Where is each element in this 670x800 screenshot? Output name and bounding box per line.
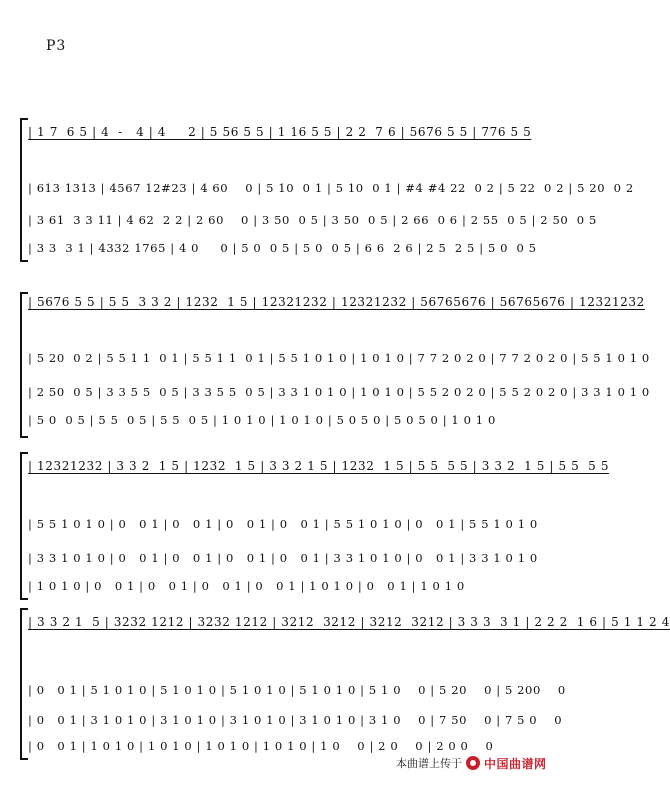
accompaniment-part-2: | 3 61 3 3 11 | 4 62 2 2 | 2 60 0 | 3 50 0 5 | 3 50 0 5 | 2 66 0 6 | 2 55 0 5 | 2 50 0 5 [28,213,597,227]
accompaniment-part-1: | 5 5 1 0 1 0 | 0 0 1 | 0 0 1 | 0 0 1 | 0 0 1 | 5 5 1 0 1 0 | 0 0 1 | 5 5 1 0 1 0 [28,517,538,531]
accompaniment-part-3: | 0 0 1 | 1 0 1 0 | 1 0 1 0 | 1 0 1 0 | 1 0 1 0 | 1 0 0 | 2 0 0 | 2 0 0 0 [28,739,494,753]
site-name: 中国曲谱网 [484,756,547,771]
melody-line: | 5676 5 5 | 5 5 3 3 2 | 1232 1 5 | 12321232 | 12321232 | 56765676 | 56765676 | 12321232 [28,295,645,309]
upload-credit-text: 本曲谱上传于 [396,757,462,770]
accompaniment-part-2: | 3 3 1 0 1 0 | 0 0 1 | 0 0 1 | 0 0 1 | 0 0 1 | 3 3 1 0 1 0 | 0 0 1 | 3 3 1 0 1 0 [28,551,538,565]
system-bracket [20,292,28,438]
accompaniment-part-1: | 613 1313 | 4567 12#23 | 4 60 0 | 5 10 0 1 | 5 10 0 1 | #4 #4 22 0 2 | 5 22 0 2 | 5 20 0 2 [28,181,634,195]
accompaniment-part-3: | 5 0 0 5 | 5 5 0 5 | 5 5 0 5 | 1 0 1 0 | 1 0 1 0 | 5 0 5 0 | 5 0 5 0 | 1 0 1 0 [28,413,496,427]
system-bracket [20,118,28,262]
accompaniment-part-1: | 5 20 0 2 | 5 5 1 1 0 1 | 5 5 1 1 0 1 | 5 5 1 0 1 0 | 1 0 1 0 | 7 7 2 0 2 0 | 7 7 2 0 2 0 | 5 5 1 0 1 0 [28,351,650,365]
upload-credit [396,752,582,774]
accompaniment-part-3: | 3 3 3 1 | 4332 1765 | 4 0 0 | 5 0 0 5 | 5 0 0 5 | 6 6 2 6 | 2 5 2 5 | 5 0 0 5 [28,241,537,255]
melody-line: | 12321232 | 3 3 2 1 5 | 1232 1 5 | 3 3 2 1 5 | 1232 1 5 | 5 5 5 5 | 3 3 2 1 5 | 5 5 5 5 [28,459,610,473]
accompaniment-part-3: | 1 0 1 0 | 0 0 1 | 0 0 1 | 0 0 1 | 0 0 1 | 1 0 1 0 | 0 0 1 | 1 0 1 0 [28,579,465,593]
melody-line: | 3 3 2 1 5 | 3232 1212 | 3232 1212 | 3212 3212 | 3212 3212 | 3 3 3 3 1 | 2 2 2 1 6 | 5 1 1 2 4 [28,615,670,629]
page-number: P3 [46,38,67,54]
site-logo-icon [466,756,480,770]
system-bracket [20,608,28,760]
melody-line: | 1 7 6 5 | 4 - 4 | 4 2 | 5 56 5 5 | 1 16 5 5 | 2 2 7 6 | 5676 5 5 | 776 5 5 [28,125,532,139]
accompaniment-part-1: | 0 0 1 | 5 1 0 1 0 | 5 1 0 1 0 | 5 1 0 1 0 | 5 1 0 1 0 | 5 1 0 0 | 5 20 0 | 5 200 0 [28,683,566,697]
system-bracket [20,452,28,600]
accompaniment-part-2: | 2 50 0 5 | 3 3 5 5 0 5 | 3 3 5 5 0 5 | 3 3 1 0 1 0 | 1 0 1 0 | 5 5 2 0 2 0 | 5 5 2 0 2 0 | 3 3 1 0 1 0 [28,385,650,399]
accompaniment-part-2: | 0 0 1 | 3 1 0 1 0 | 3 1 0 1 0 | 3 1 0 1 0 | 3 1 0 1 0 | 3 1 0 0 | 7 50 0 | 7 5 0 0 [28,713,563,727]
